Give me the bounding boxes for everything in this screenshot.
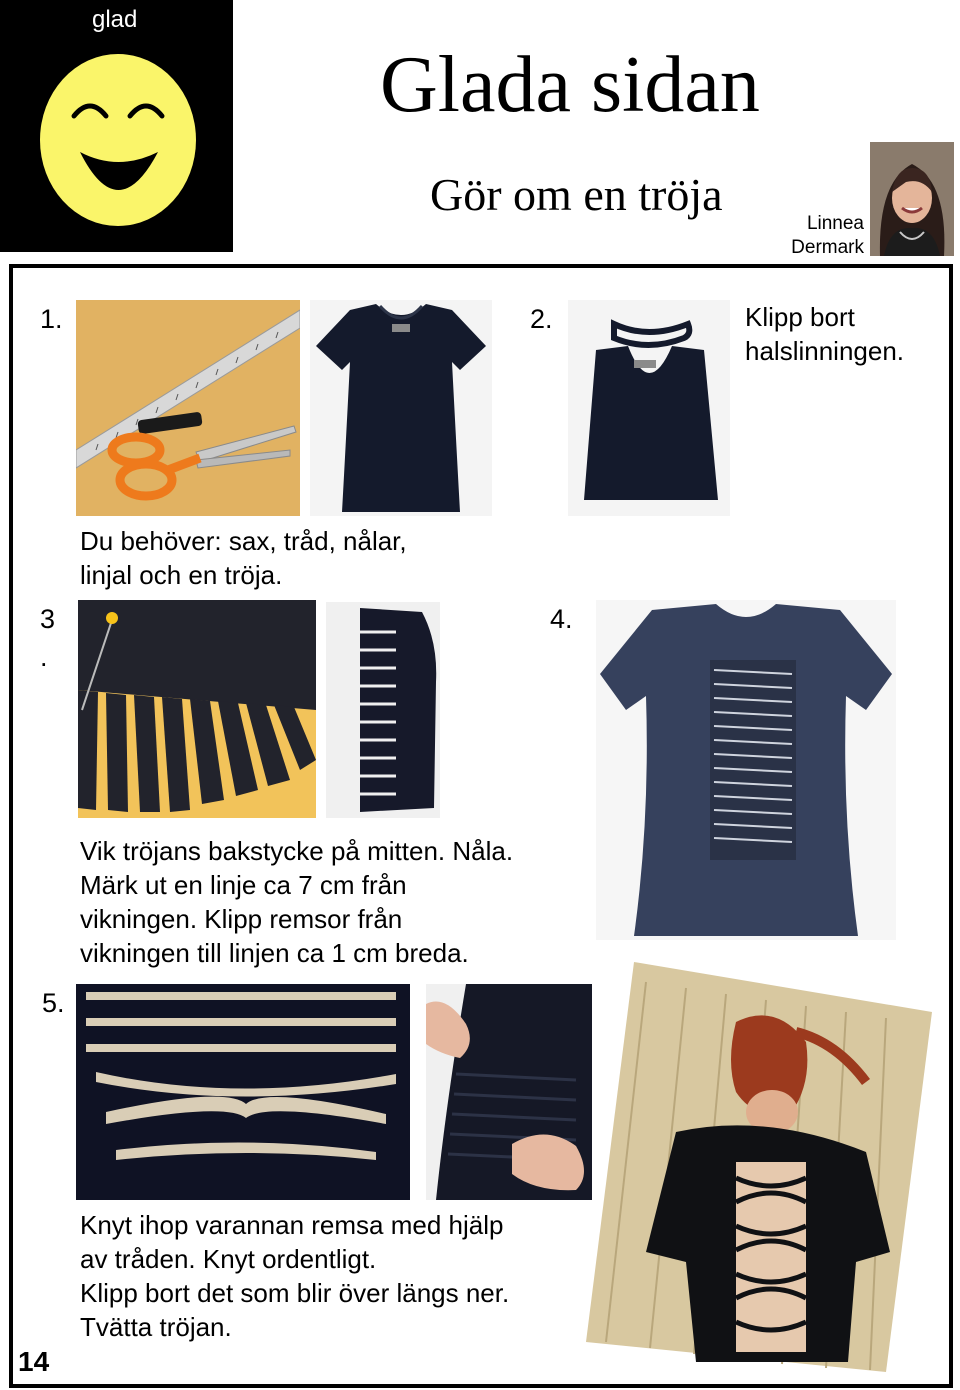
- photo-finished-shirt: [586, 962, 932, 1372]
- photo-back-strips: [596, 600, 896, 940]
- photo-folded-strips: [326, 602, 440, 818]
- mood-badge: [0, 0, 233, 252]
- photo-knotting-hands: [426, 984, 592, 1200]
- author-name: [760, 212, 864, 260]
- step-5-line: av tråden. Knyt ordentligt.: [80, 1244, 377, 1274]
- step-5-number: 5.: [42, 988, 65, 1018]
- photo-tools: [76, 300, 300, 516]
- step-1-number: 1.: [40, 304, 63, 334]
- step-1-line: Du behöver: sax, tråd, nålar,: [80, 526, 407, 556]
- step-3-number-dot: .: [40, 642, 48, 672]
- step-3-line: Vik tröjans bakstycke på mitten. Nåla.: [80, 836, 514, 866]
- page-title: Glada sidan: [380, 41, 760, 129]
- step-2-text: [745, 300, 904, 368]
- step-2-line: halslinningen.: [745, 336, 905, 366]
- step-2-number: 2.: [530, 304, 553, 334]
- photo-neckline-cut: [568, 300, 730, 516]
- page-number: 14: [18, 1346, 50, 1377]
- smiley-face-icon: [38, 52, 198, 228]
- step-3-line: vikningen. Klipp remsor från: [80, 904, 403, 934]
- step-3-line: Märk ut en linje ca 7 cm från: [80, 870, 407, 900]
- author-last-name: Dermark: [791, 237, 864, 258]
- step-5-line: Tvätta tröjan.: [80, 1312, 232, 1342]
- step-2-line: Klipp bort: [745, 302, 855, 332]
- mood-label: glad: [92, 6, 138, 33]
- photo-knotted-strips: [76, 984, 410, 1200]
- step-3-text: [80, 834, 513, 970]
- step-1-line: linjal och en tröja.: [80, 560, 283, 590]
- step-5-text: [80, 1208, 509, 1344]
- step-4-number: 4.: [550, 604, 573, 634]
- step-1-text: [80, 524, 407, 592]
- photo-cut-strips: [78, 600, 316, 818]
- step-5-line: Klipp bort det som blir över längs ner.: [80, 1278, 510, 1308]
- step-5-line: Knyt ihop varannan remsa med hjälp: [80, 1210, 504, 1240]
- step-3-number: 3: [40, 604, 56, 634]
- step-3-line: vikningen till linjen ca 1 cm breda.: [80, 938, 469, 968]
- page-subtitle: Gör om en tröja: [430, 169, 723, 220]
- author-portrait: [870, 142, 954, 256]
- photo-shirt: [310, 300, 492, 516]
- author-first-name: Linnea: [806, 213, 864, 234]
